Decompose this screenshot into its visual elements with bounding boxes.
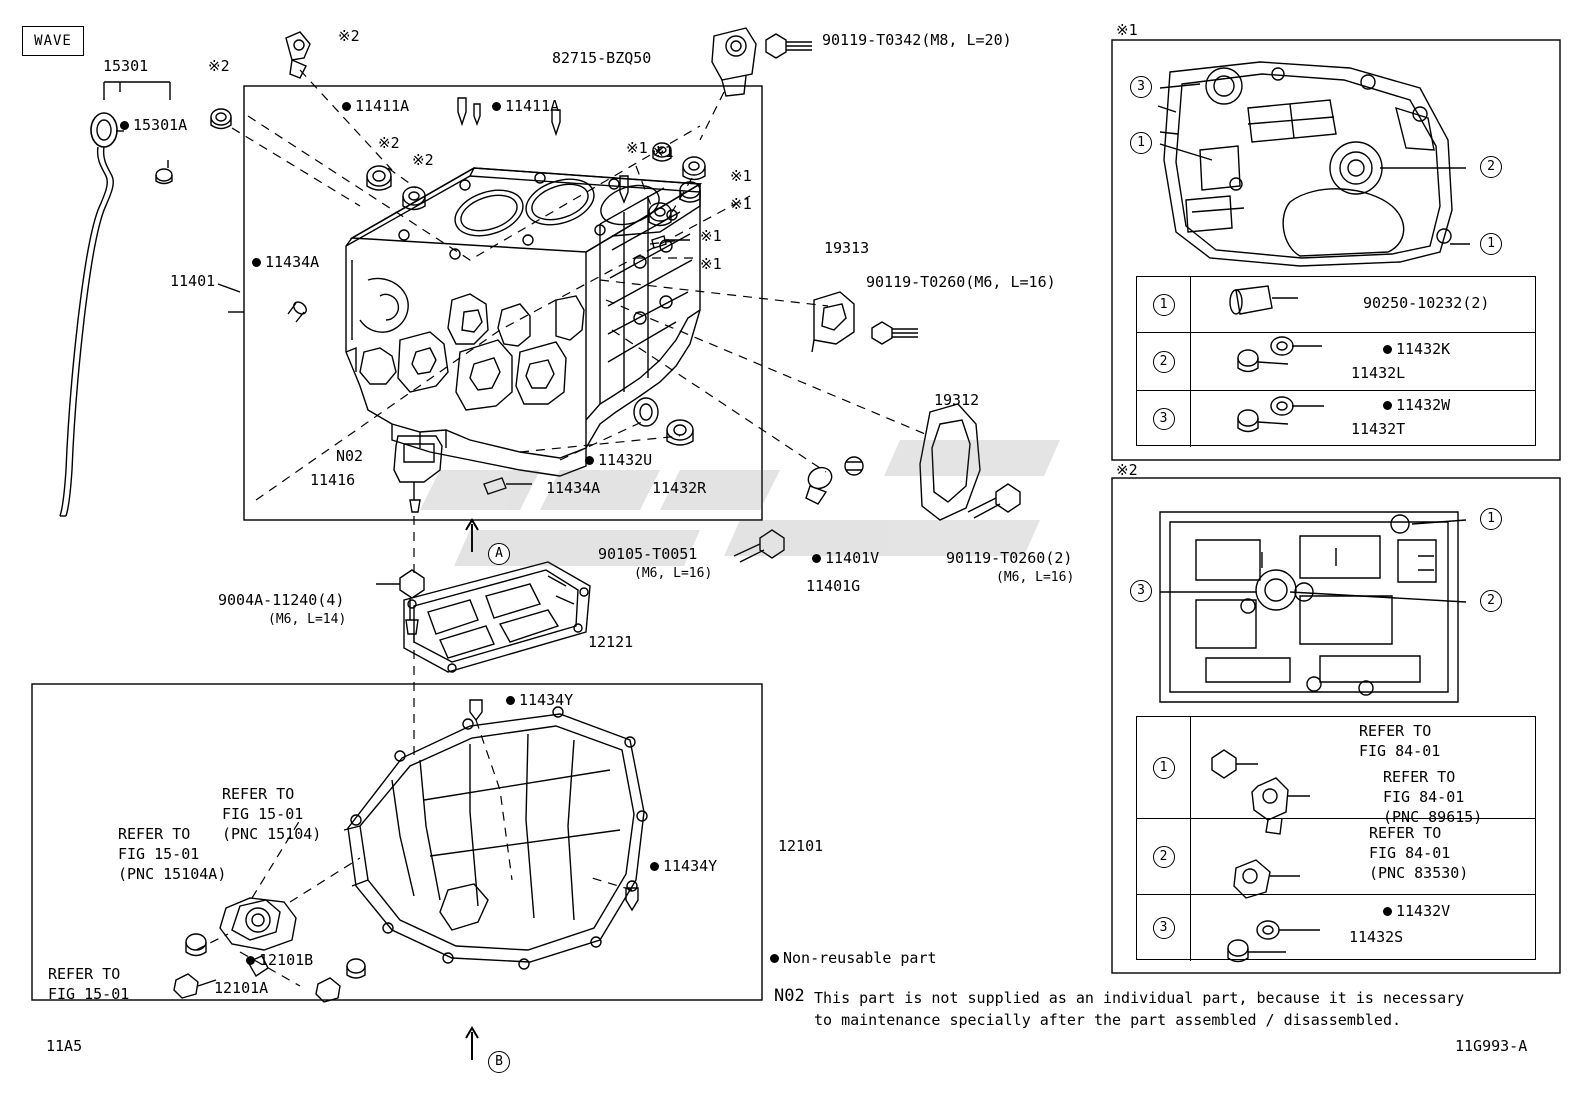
label-refer-15104-l1: REFER TO	[222, 785, 295, 803]
note-line1: This part is not supplied as an individual part, because it is necessary	[814, 989, 1465, 1007]
panel1-callout-3: 3	[1130, 76, 1152, 98]
label-15301A: 15301A	[120, 117, 187, 134]
panel2-callout-3: 3	[1130, 580, 1152, 602]
wave-tag: WAVE	[22, 26, 84, 56]
label-star2-d: ※2	[412, 151, 434, 169]
label-11434Y-right: 11434Y	[650, 858, 717, 875]
section-marker-b: B	[488, 1051, 510, 1073]
panel2-r1-l3: REFER TO	[1383, 768, 1456, 786]
label-90119-T0260: 90119-T0260(M6, L=16)	[866, 273, 1056, 291]
label-star1-e: ※1	[700, 227, 722, 245]
panel2-r2-l2: FIG 84-01	[1369, 844, 1451, 862]
label-11411A-2: 11411A	[492, 98, 559, 115]
panel2-r2-l3: (PNC 83530)	[1369, 864, 1469, 882]
panel2-part-3: 11432V	[1383, 903, 1450, 920]
label-90105-T0051-spec: (M6, L=16)	[634, 566, 713, 581]
panel1-callout-2: 2	[1480, 156, 1502, 178]
label-90105-T0051: 90105-T0051	[598, 545, 698, 563]
label-star2-c: ※2	[378, 134, 400, 152]
label-9004A-spec: (M6, L=14)	[268, 612, 347, 627]
panel1-callout-1b: 1	[1480, 233, 1502, 255]
label-11434Y-top: 11434Y	[506, 692, 573, 709]
panel1-sub-2: 11432L	[1351, 364, 1406, 382]
label-star1-f: ※1	[700, 255, 722, 273]
label-refer-15104A-l1: REFER TO	[118, 825, 191, 843]
row-num-2: 2	[1153, 351, 1175, 373]
legend-nonreusable: Non-reusable part	[770, 950, 937, 967]
label-N02-callout: N02	[336, 447, 364, 465]
panel2-sub-3: 11432S	[1349, 928, 1404, 946]
panel2-r1-l1: REFER TO	[1359, 722, 1432, 740]
label-star1-a: ※1	[626, 139, 648, 157]
sheet-code: 11A5	[46, 1037, 83, 1055]
label-refer-bottom-l2: FIG 15-01	[48, 985, 130, 1003]
panel1-part-1: 90250-10232(2)	[1363, 294, 1490, 312]
panel-star2-table	[1136, 716, 1536, 960]
drawing-number: 11G993-A	[1455, 1037, 1528, 1055]
label-11401: 11401	[170, 272, 216, 290]
row2-num-2: 2	[1153, 846, 1175, 868]
section-marker-a: A	[488, 543, 510, 565]
panel2-r1-l5: (PNC 89615)	[1383, 808, 1483, 826]
label-refer-bottom-l1: REFER TO	[48, 965, 121, 983]
note-line2: to maintenance specially after the part assembled / disassembled.	[814, 1011, 1401, 1029]
label-11401G: 11401G	[806, 577, 861, 595]
row-num-3: 3	[1153, 408, 1175, 430]
label-refer-15104A-l2: FIG 15-01	[118, 845, 200, 863]
row2-num-3: 3	[1153, 917, 1175, 939]
panel2-r1-l4: FIG 84-01	[1383, 788, 1465, 806]
panel2-callout-1: 1	[1480, 508, 1502, 530]
label-12101A: 12101A	[214, 979, 269, 997]
panel2-r1-l2: FIG 84-01	[1359, 742, 1441, 760]
row-num-1: 1	[1153, 294, 1175, 316]
label-11434A-left: 11434A	[252, 254, 319, 271]
note-key: N02	[774, 986, 805, 1006]
label-refer-15104-l3: (PNC 15104)	[222, 825, 322, 843]
label-90119-T0342: 90119-T0342(M8, L=20)	[822, 31, 1012, 49]
label-11411A-1: 11411A	[342, 98, 409, 115]
label-12101: 12101	[778, 837, 824, 855]
label-star1-d: ※1	[730, 195, 752, 213]
label-82715: 82715-BZQ50	[552, 49, 652, 67]
panel-star1-title: ※1	[1116, 21, 1138, 39]
panel2-r2-l1: REFER TO	[1369, 824, 1442, 842]
label-11432R: 11432R	[652, 479, 707, 497]
row2-num-1: 1	[1153, 757, 1175, 779]
label-15301: 15301	[103, 57, 149, 75]
label-star1-b: ※1	[652, 143, 674, 161]
panel-star1-table	[1136, 276, 1536, 446]
label-19313: 19313	[824, 239, 870, 257]
label-star1-c: ※1	[730, 167, 752, 185]
label-refer-15104A-l3: (PNC 15104A)	[118, 865, 227, 883]
label-star2-b: ※2	[338, 27, 360, 45]
panel1-part-3: 11432W	[1383, 397, 1450, 414]
label-11401V: 11401V	[812, 550, 879, 567]
label-11432U: 11432U	[585, 452, 652, 469]
panel-star2-title: ※2	[1116, 461, 1138, 479]
label-9004A: 9004A-11240(4)	[218, 591, 345, 609]
panel2-callout-2: 2	[1480, 590, 1502, 612]
label-refer-15104-l2: FIG 15-01	[222, 805, 304, 823]
panel1-sub-3: 11432T	[1351, 420, 1406, 438]
label-19312: 19312	[934, 391, 980, 409]
label-12101B: 12101B	[246, 952, 313, 969]
panel1-part-2: 11432K	[1383, 341, 1450, 358]
label-11416: 11416	[310, 471, 356, 489]
label-11434A-mid: 11434A	[546, 479, 601, 497]
label-12121: 12121	[588, 633, 634, 651]
label-star2-a: ※2	[208, 57, 230, 75]
label-90119-T0260-2-spec: (M6, L=16)	[996, 570, 1075, 585]
panel1-callout-1: 1	[1130, 132, 1152, 154]
label-90119-T0260-2: 90119-T0260(2)	[946, 549, 1073, 567]
